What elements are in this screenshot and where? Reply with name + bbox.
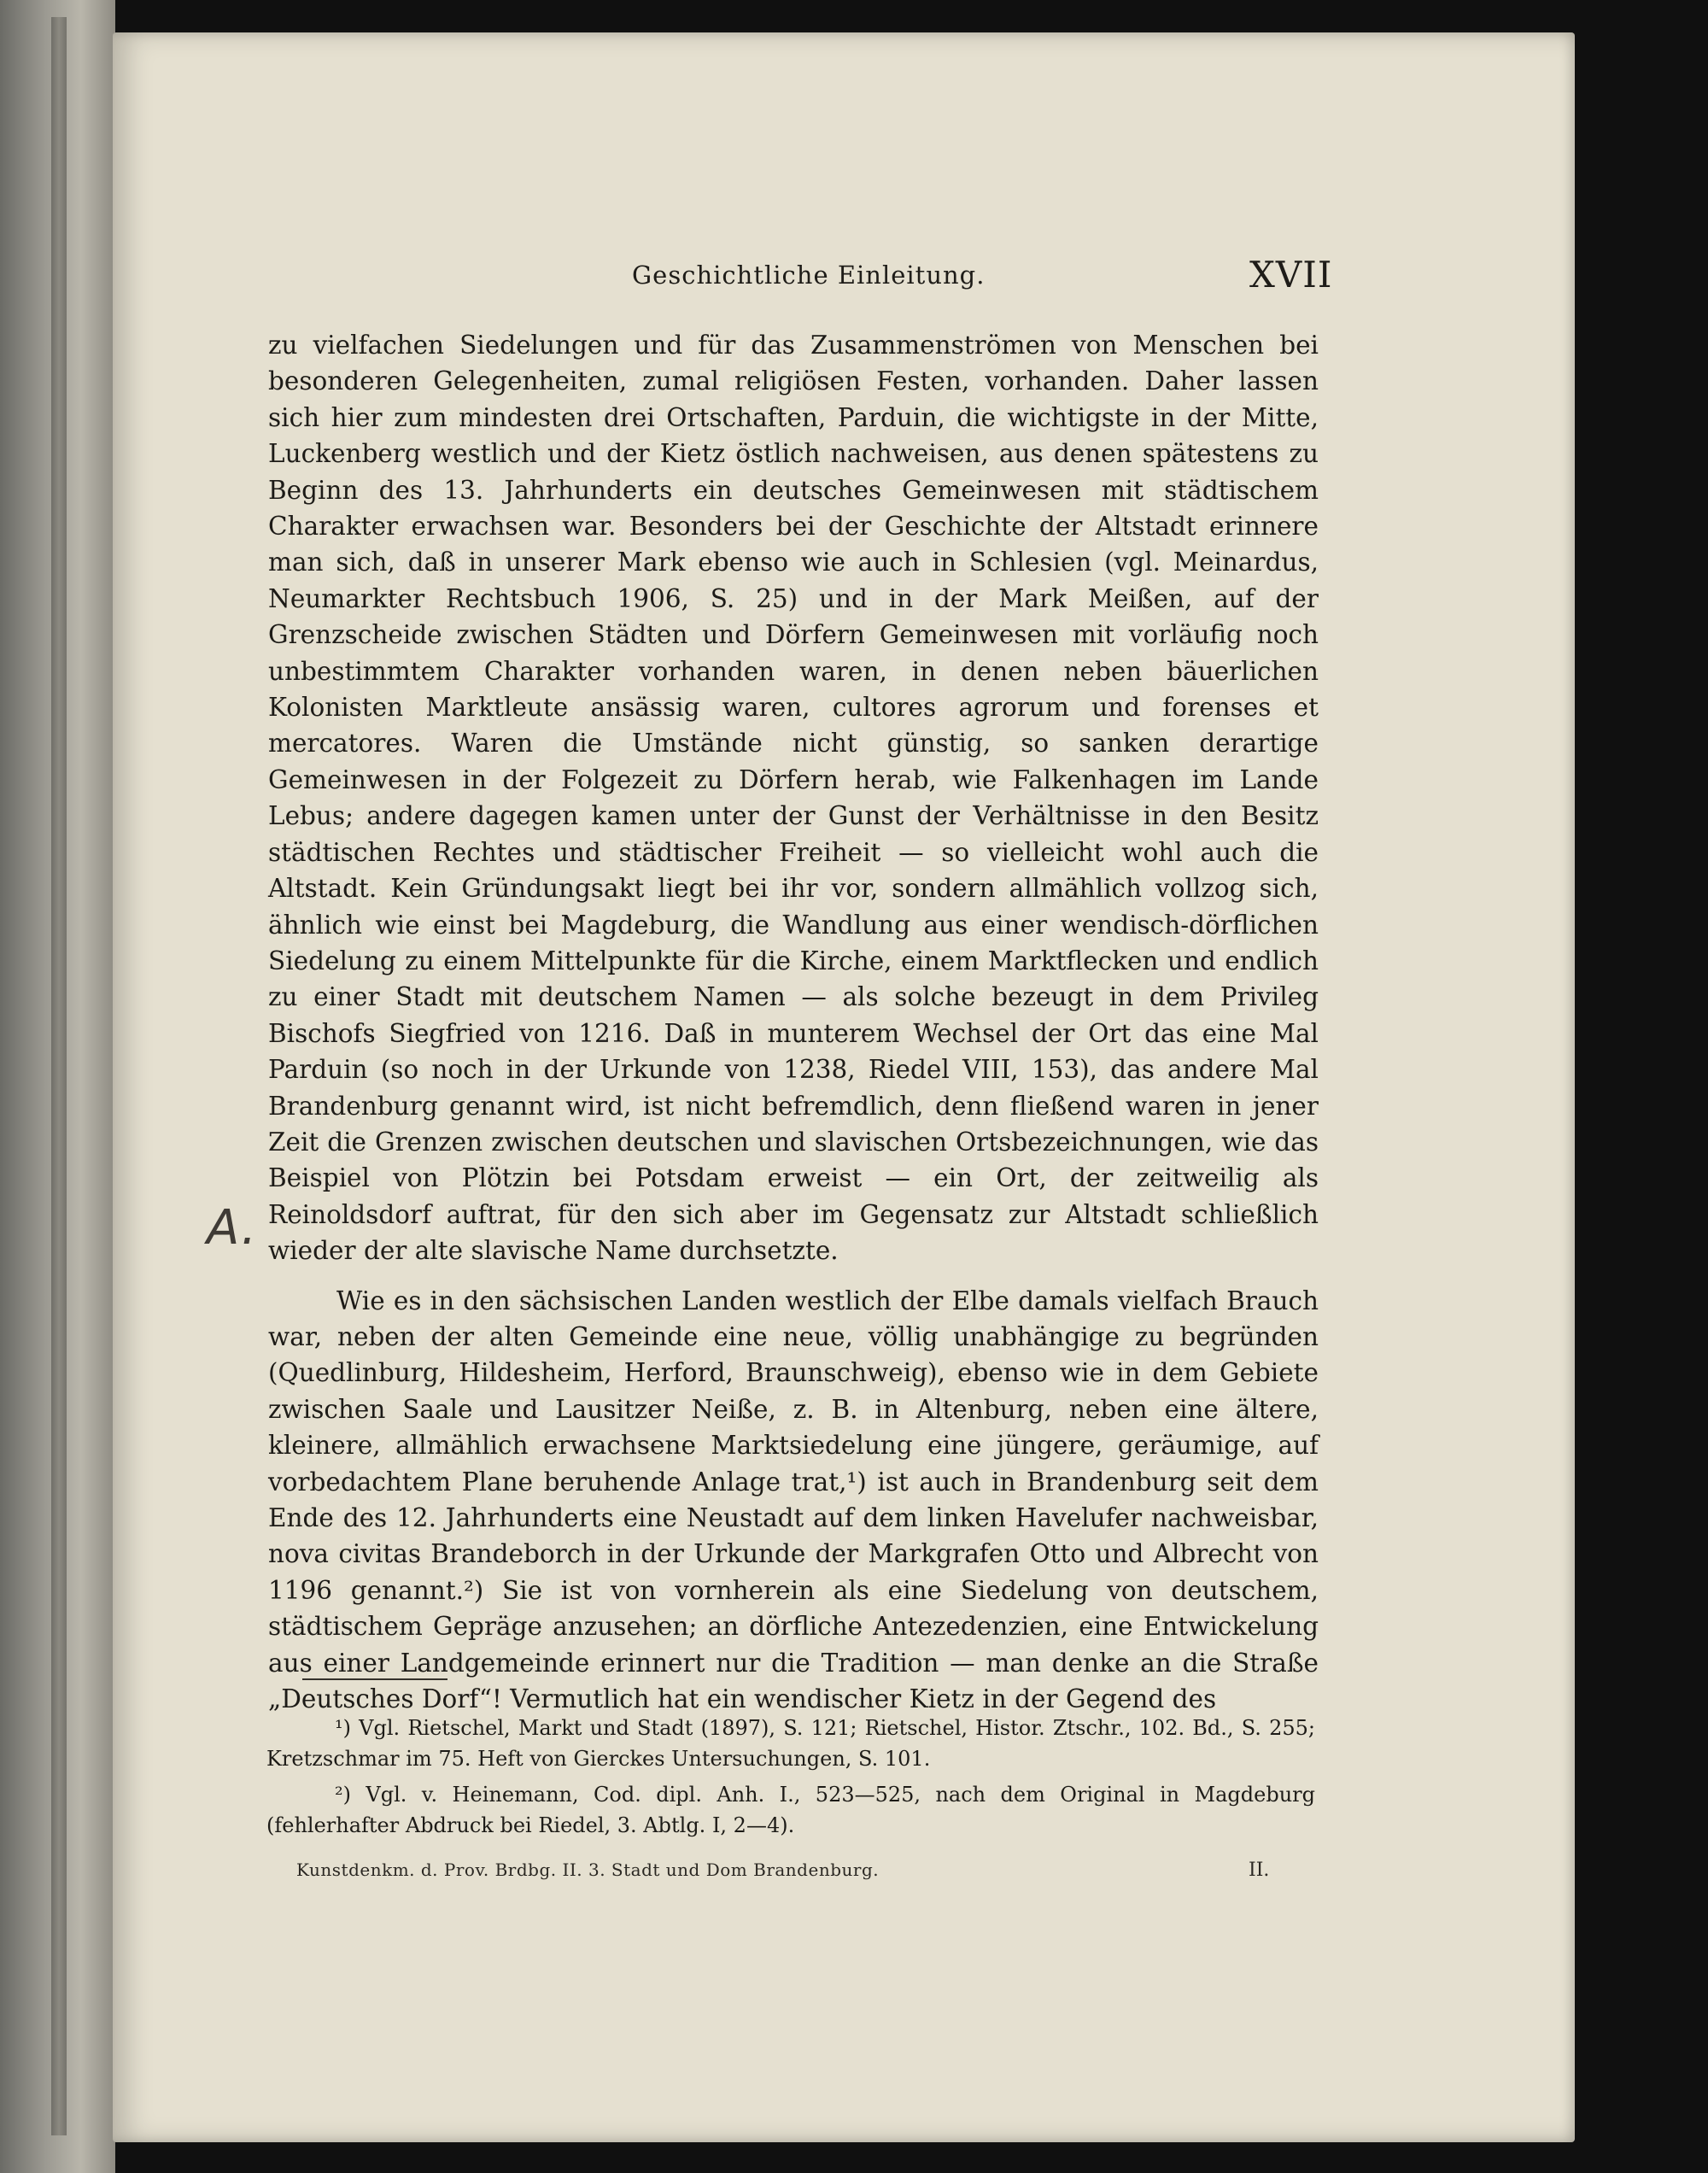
- footnotes: [266, 1713, 1315, 1846]
- running-title: Geschichtliche Einleitung.: [632, 261, 986, 290]
- book-cover-left: [0, 0, 115, 2173]
- footnote: ¹) Vgl. Rietschel, Markt und Stadt (1897), S. 121; Rietschel, Histor. Ztschr., 102. Bd., S. 255; Kretzschmar im 75. Heft von Gierckes Untersuchungen, S. 101.: [266, 1716, 1315, 1771]
- paragraph: zu vielfachen Siedelungen und für das Zusammenströmen von Menschen bei besonderen Gelegenheiten, zumal religiösen Festen, vorhanden. Daher lassen sich hier zum mindesten drei Ortschaften, Parduin, die wichtigste in der Mitte, Luckenberg westlich und der Kietz östlich nachweisen, aus denen spätestens zu Beginn des 13. Jahrhunderts ein deutsches Gemeinwesen mit städtischem Charakter erwachsen war. Besonders bei der Geschichte der Altstadt erinnere man sich, daß in unserer Mark ebenso wie auch in Schlesien (vgl. Meinardus, Neumarkter Rechtsbuch 1906, S. 25) und in der Mark Meißen, auf der Grenzscheide zwischen Städten und Dörfern Gemeinwesen mit vorläufig noch unbestimmtem Charakter vorhanden waren, in denen neben bäuerlichen Kolonisten Marktleute ansässig waren, cultores agrorum und forenses et mercatores. Waren die Umstände nicht günstig, so sanken derartige Gemeinwesen in der Folgezeit zu Dörfern herab, wie Falkenhagen im Lande Lebus; andere dagegen kamen unter der Gunst der Verhältnisse in den Besitz städtischen Rechtes und städtischer Freiheit — so vielleicht wohl auch die Altstadt. Kein Gründungsakt liegt bei ihr vor, sondern allmählich vollzog sich, ähnlich wie einst bei Magdeburg, die Wandlung aus einer wendisch-dörflichen Siedelung zu einem Mittelpunkte für die Kirche, einem Marktflecken und endlich zu einer Stadt mit deutschem Namen — als solche bezeugt in dem Privileg Bischofs Siegfried von 1216. Daß in munterem Wechsel der Ort das eine Mal Parduin (so noch in der Urkunde von 1238, Riedel VIII, 153), das andere Mal Brandenburg genannt wird, ist nicht befremdlich, denn fließend waren in jener Zeit die Grenzen zwischen deutschen und slavischen Ortsbezeichnungen, wie das Beispiel von Plötzin bei Potsdam erweist — ein Ort, der zeitweilig als Reinoldsdorf auftrat, für den sich aber im Gegensatz zur Altstadt schließlich wieder der alte slavische Name durchsetzte.: [268, 331, 1319, 1266]
- signature-mark: II.: [1249, 1860, 1270, 1881]
- book-spine-edge: [51, 17, 67, 2135]
- signature-line: Kunstdenkm. d. Prov. Brdbg. II. 3. Stadt und Dom Brandenburg.: [296, 1860, 880, 1880]
- paragraph: Wie es in den sächsischen Landen westlich der Elbe damals vielfach Brauch war, neben der alten Gemeinde eine neue, völlig unabhängige zu begründen (Quedlinburg, Hildesheim, Herford, Braunschweig), ebenso wie in dem Gebiete zwischen Saale und Lausitzer Neiße, z. B. in Altenburg, neben eine ältere, kleinere, allmählich erwachsene Marktsiedelung eine jüngere, geräumige, auf vorbedachtem Plane beruhende Anlage trat,¹) ist auch in Brandenburg seit dem Ende des 12. Jahrhunderts eine Neustadt auf dem linken Havelufer nachweisbar, nova civitas Brandeborch in der Urkunde der Markgrafen Otto und Albrecht von 1196 genannt.²) Sie ist von vornherein als eine Siedelung von deutschem, städtischem Gepräge anzusehen; an dörfliche Antezedenzien, eine Entwickelung aus einer Landgemeinde erinnert nur die Tradition — man denke an die Straße „Deutsches Dorf“! Vermutlich hat ein wendischer Kietz in der Gegend des: [268, 1286, 1319, 1714]
- footnote: ²) Vgl. v. Heinemann, Cod. dipl. Anh. I., 523—525, nach dem Original in Magdeburg (fehlerhafter Abdruck bei Riedel, 3. Abtlg. I, 2—4).: [266, 1783, 1315, 1837]
- page-number: XVII: [1249, 254, 1333, 296]
- main-text: [268, 327, 1319, 1717]
- footnote-divider: [302, 1678, 447, 1680]
- handwritten-margin-note: A.: [207, 1200, 258, 1256]
